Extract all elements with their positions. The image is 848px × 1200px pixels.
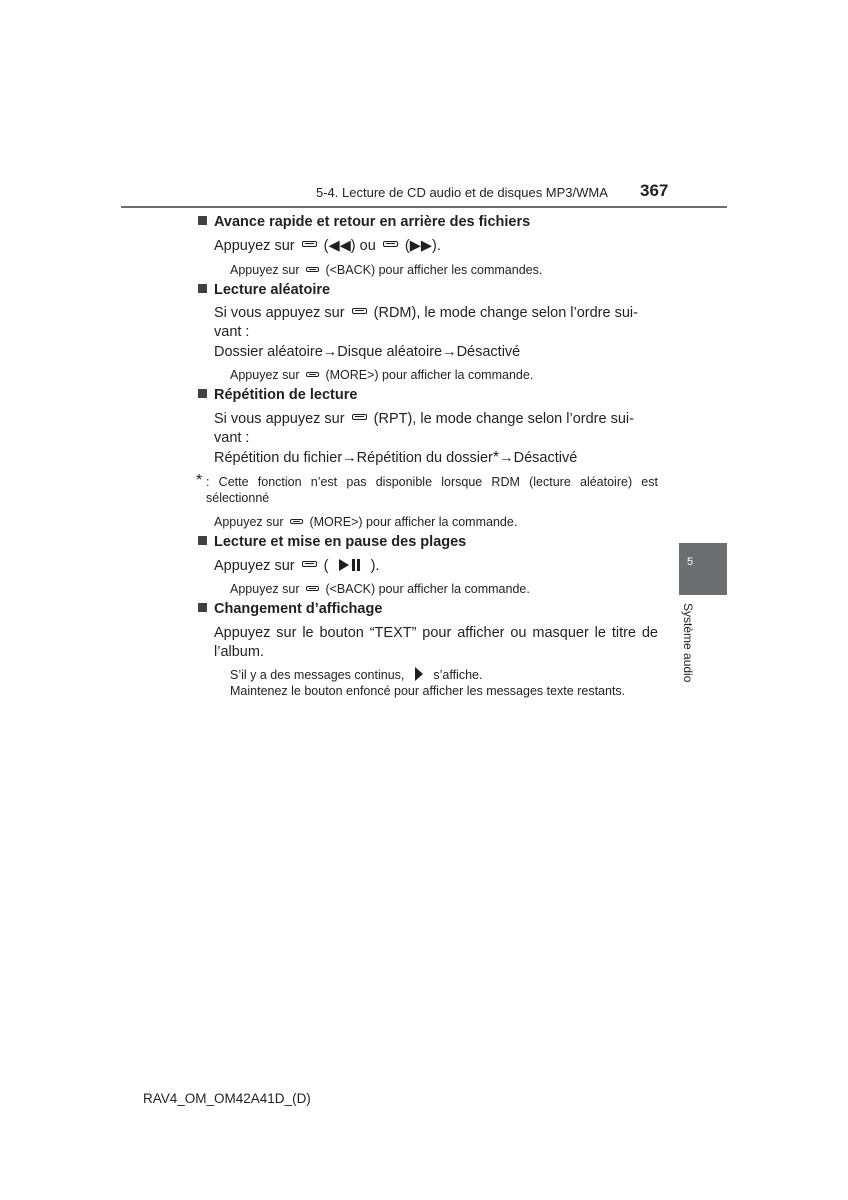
section-heading-repeat: Répétition de lecture xyxy=(198,387,357,403)
square-bullet-icon xyxy=(198,389,207,398)
section-body-line: Répétition du fichier→Répétition du dossier*→Désactivé xyxy=(214,449,578,466)
footnote-marker: * xyxy=(196,472,203,489)
square-bullet-icon xyxy=(198,536,207,545)
section-body-line: Si vous appuyez sur (RPT), le mode change selon l’ordre sui- xyxy=(214,411,634,427)
section-heading-display-change: Changement d’affichage xyxy=(198,601,382,617)
section-heading-play-pause: Lecture et mise en pause des plages xyxy=(198,534,466,550)
screen-button-icon xyxy=(352,414,367,420)
screen-button-icon xyxy=(306,267,319,272)
footnote-text: : Cette fonction n’est pas disponible lorsque RDM (lecture aléatoire) est sélectionné xyxy=(206,475,658,505)
screen-button-icon xyxy=(302,561,317,567)
screen-button-icon xyxy=(352,308,367,314)
document-code: RAV4_OM_OM42A41D_(D) xyxy=(143,1091,311,1106)
section-body-line: Appuyez sur ( ). xyxy=(214,558,380,574)
chapter-tab-number: 5 xyxy=(687,556,694,568)
chapter-title: 5-4. Lecture de CD audio et de disques MP3/WMA xyxy=(316,185,608,200)
header-divider xyxy=(121,206,727,208)
footnote-marker: * xyxy=(492,449,500,466)
triangle-right-icon xyxy=(412,667,426,681)
play-pause-icon xyxy=(337,558,363,572)
screen-button-icon xyxy=(306,372,319,377)
square-bullet-icon xyxy=(198,284,207,293)
section-note: Appuyez sur (<BACK) pour afficher les commandes. xyxy=(230,263,543,277)
section-note: Appuyez sur (<BACK) pour afficher la commande. xyxy=(230,582,530,596)
section-body-line: vant : xyxy=(214,324,250,340)
section-note: Appuyez sur (MORE>) pour afficher la commande. xyxy=(214,515,518,529)
section-body-line: Appuyez sur (◀◀) ou (▶▶). xyxy=(214,238,441,254)
section-heading-fast-forward: Avance rapide et retour en arrière des fichiers xyxy=(198,214,530,230)
section-body-line: Si vous appuyez sur (RDM), le mode change selon l’ordre sui- xyxy=(214,305,638,321)
section-heading-random: Lecture aléatoire xyxy=(198,282,330,298)
section-note: Appuyez sur (MORE>) pour afficher la commande. xyxy=(230,368,534,382)
screen-button-icon xyxy=(306,586,319,591)
section-note: S’il y a des messages continus, s’affiche. xyxy=(230,668,483,682)
section-body-line: vant : xyxy=(214,430,250,446)
section-note: Maintenez le bouton enfoncé pour afficher les messages texte restants. xyxy=(230,684,626,698)
chapter-tab xyxy=(679,543,727,595)
screen-button-icon xyxy=(383,241,398,247)
square-bullet-icon xyxy=(198,216,207,225)
page-number: 367 xyxy=(640,181,669,200)
section-body-paragraph: Appuyez sur le bouton “TEXT” pour afficher ou masquer le titre de l’album. xyxy=(214,625,658,660)
section-body-line: Dossier aléatoire→Disque aléatoire→Désactivé xyxy=(214,344,521,360)
screen-button-icon xyxy=(302,241,317,247)
screen-button-icon xyxy=(290,519,303,524)
chapter-tab-label: Système audio xyxy=(681,603,695,683)
square-bullet-icon xyxy=(198,603,207,612)
